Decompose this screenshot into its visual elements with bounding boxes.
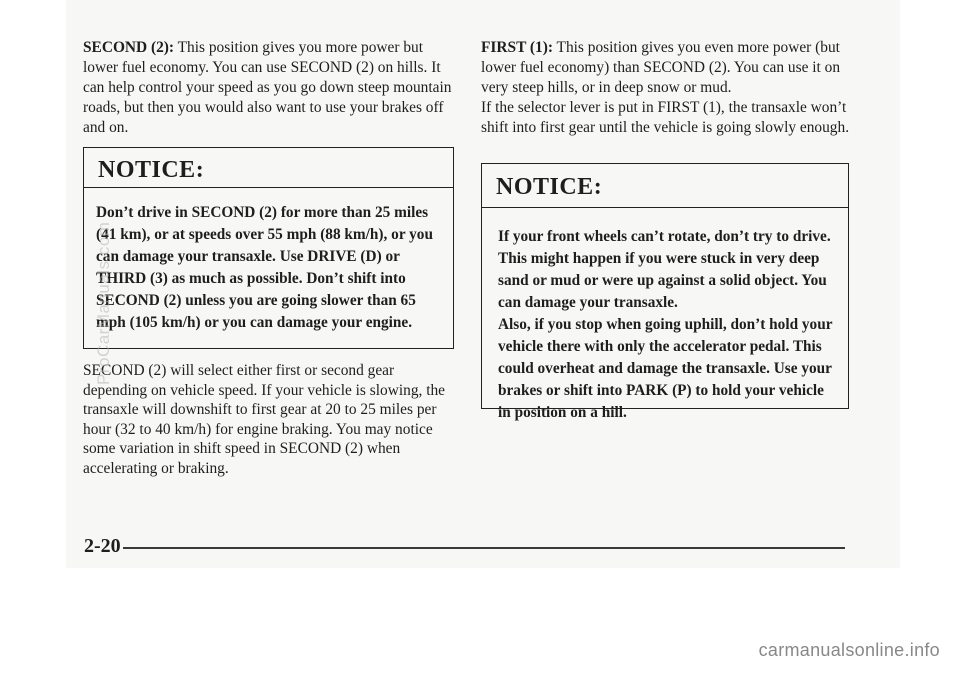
second-gear-lead: SECOND (2): <box>83 39 175 56</box>
selector-lever-paragraph: If the selector lever is put in FIRST (1), the transaxle won’t shift into first gear until the vehicle is going slowly enough. <box>481 99 850 136</box>
page-number: 2-20 <box>84 535 121 557</box>
first-gear-text: This position gives you even more power (but lower fuel economy) than SECOND (2). You can use it on very steep hills, or in deep snow or mud. <box>481 39 841 96</box>
footer-rule <box>123 547 845 549</box>
first-gear-paragraph <box>481 38 851 98</box>
second-gear-text: This position gives you more power but lower fuel economy. You can use SECOND (2) on hills. It can help control your speed as you go down steep mountain roads, but then you would also want to use your brakes off and on. <box>83 39 452 136</box>
notice-right-paragraph-1: If your front wheels can’t rotate, don’t try to drive. This might happen if you were stuck in very deep sand or mud or were up against a solid object. You can damage your transaxle. <box>498 228 831 311</box>
notice-body-left: Don’t drive in SECOND (2) for more than 25 miles (41 km), or at speeds over 55 mph (88 km/h), or you can damage your transaxle. Use DRIVE (D) or THIRD (3) as much as possible. Don’t shift into SECOND (2) unless you are going slower than 65 mph (105 km/h) or you can damage your engine. <box>96 204 433 331</box>
notice-right-paragraph-2: Also, if you stop when going uphill, don’t hold your vehicle there with only the accelerator pedal. This could overheat and damage the transaxle. Use your brakes or shift into PARK (P) to hold your vehicle in position on a hill. <box>498 316 833 421</box>
second-gear-paragraph <box>83 38 453 138</box>
side-watermark: ProCarManuals.com <box>94 221 113 385</box>
notice-box-left <box>83 147 454 349</box>
second-gear-section <box>83 38 453 138</box>
second-gear-followup: SECOND (2) will select either first or second gear depending on vehicle speed. If your vehicle is slowing, the transaxle will downshift to first gear at 20 to 25 miles per hour (32 to 40 km/h) for engine braking. You may notice some variation in shift speed in SECOND (2) when accelerating or braking. <box>83 362 446 477</box>
notice-body-right <box>482 208 848 424</box>
bottom-watermark: carmanualsonline.info <box>758 640 940 660</box>
notice-heading-right: NOTICE: <box>482 164 848 208</box>
first-gear-lead: FIRST (1): <box>481 39 553 56</box>
notice-heading-left: NOTICE: <box>84 148 453 188</box>
notice-box-right <box>481 163 849 421</box>
first-gear-section <box>481 38 851 138</box>
